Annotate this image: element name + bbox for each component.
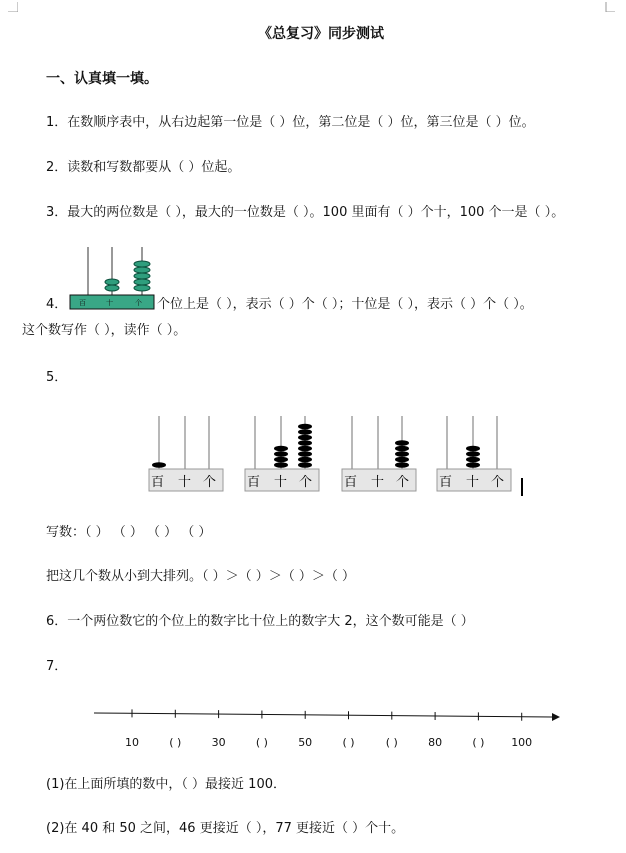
numberline-label: ( ) [255,736,268,749]
abacus-3 [340,410,418,498]
abacus-3-label-hundreds: 百 [344,475,358,490]
number-line [90,700,570,760]
abacus-1-label-hundreds: 百 [151,475,165,490]
question-4-number: 4． [46,297,68,312]
abacus-2-label-hundreds: 百 [247,475,261,490]
question-6: 6．一个两位数它的个位上的数字比十位上的数字大 2，这个数可能是（ ） [46,614,474,629]
question-5-write: 写数：（ ） （ ） （ ） （ ） [46,525,212,540]
abacus-4-label-tens: 十 [466,475,480,490]
abacus-2-label-ones: 个 [299,475,313,490]
question-2: 2．读数和写数都要从（ ）位起。 [46,160,241,175]
abacus-1-label-ones: 个 [203,475,217,490]
numberline-label: 50 [298,736,313,749]
numberline-label: ( ) [342,736,355,749]
question-3: 3．最大的两位数是（ ），最大的一位数是（ ）。100 里面有（ ）个十，100 个一是（ ）。 [46,205,565,220]
numberline-label: 30 [211,736,226,749]
numberline-label: 100 [511,736,533,749]
small-abacus [68,243,158,313]
numberline-label: ( ) [472,736,485,749]
corner-mark-left [8,2,18,12]
numberline-label: ( ) [385,736,398,749]
page-title: 《总复习》同步测试 [258,26,384,42]
abacus-4 [435,410,513,498]
question-5-sort: 把这几个数从小到大排列。（ ）＞（ ）＞（ ）＞（ ） [46,569,356,584]
small-abacus-label-hundreds: 百 [79,299,86,307]
abacus-1-label-tens: 十 [178,475,192,490]
corner-mark-right [605,2,615,12]
question-4-line1: 个位上是（ ），表示（ ）个（ ）；十位是（ ），表示（ ）个（ ）。 [157,297,533,312]
small-abacus-label-ones: 个 [135,299,142,307]
section-heading: 一、认真填一填。 [46,71,158,87]
numberline-label: 10 [125,736,139,749]
abacus-3-label-tens: 十 [371,475,385,490]
abacus-4-label-hundreds: 百 [439,475,453,490]
abacus-1 [147,410,225,498]
question-1: 1．在数顺序表中，从右边起第一位是（ ）位，第二位是（ ）位，第三位是（ ）位。 [46,115,535,130]
abacus-4-label-ones: 个 [491,475,505,490]
question-4-line2: 这个数写作（ ），读作（ ）。 [22,323,187,338]
text-cursor [521,478,523,496]
question-7-number: 7． [46,659,68,674]
numberline-label: ( ) [169,736,182,749]
question-7-part2: (2)在 40 和 50 之间，46 更接近（ ），77 更接近（ ）个十。 [46,821,405,836]
question-7-part1: (1)在上面所填的数中，（ ）最接近 100． [46,777,286,792]
question-5-number: 5． [46,370,68,385]
abacus-1-figure [147,410,225,494]
abacus-2-label-tens: 十 [274,475,288,490]
abacus-2-figure [243,410,321,494]
abacus-2 [243,410,321,498]
abacus-4-figure [435,410,513,494]
abacus-3-figure [340,410,418,494]
numberline-label: 80 [428,736,443,749]
small-abacus-label-tens: 十 [106,299,113,307]
abacus-3-label-ones: 个 [396,475,410,490]
